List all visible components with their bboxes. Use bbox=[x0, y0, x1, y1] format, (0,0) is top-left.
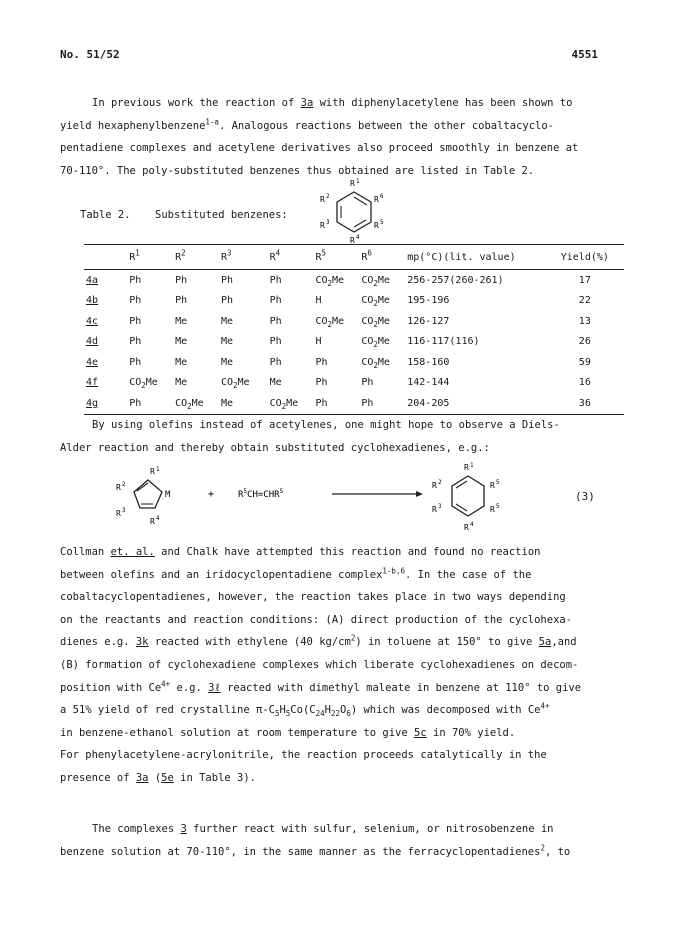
table-cell: $CO_2Me$ bbox=[361, 336, 390, 350]
text: on the reactants and reaction conditions: (A) direct production of the cyclohexa- bbox=[60, 613, 573, 626]
svg-text:R: R bbox=[464, 523, 469, 532]
table-cell: Ph bbox=[269, 295, 282, 307]
svg-text:R: R bbox=[320, 221, 325, 230]
text: in benzene-ethanol solution at room temperature to give bbox=[60, 726, 415, 739]
text: in 70% yield. bbox=[426, 726, 516, 739]
table-cell: $CO_2Me$ bbox=[175, 397, 204, 411]
journal-issue: No. 51/52 bbox=[60, 48, 120, 61]
svg-text:R: R bbox=[490, 481, 495, 490]
svg-text:5: 5 bbox=[380, 219, 384, 226]
svg-text:5: 5 bbox=[496, 503, 500, 510]
table-cell: Ph bbox=[269, 315, 282, 327]
svg-text:4: 4 bbox=[156, 515, 160, 522]
text: pentadiene complexes and acetylene derivatives also proceed smoothly in benzene at bbox=[60, 142, 579, 155]
column-header: $R^2$ bbox=[175, 248, 186, 263]
text: in Table 3). bbox=[173, 771, 257, 784]
table-cell: 256-257(260-261) bbox=[407, 274, 504, 286]
svg-text:6: 6 bbox=[380, 193, 384, 200]
text: ,and bbox=[551, 636, 577, 649]
table-cell: Ph bbox=[361, 377, 374, 389]
compound-id-cell: 4a bbox=[86, 274, 99, 286]
svg-text:R: R bbox=[150, 517, 155, 526]
svg-text:1: 1 bbox=[156, 466, 160, 473]
paragraph-intro bbox=[60, 92, 620, 182]
table-cell: H bbox=[315, 336, 322, 348]
table-label: Table 2. bbox=[80, 209, 131, 221]
column-header: $R^3$ bbox=[220, 248, 232, 263]
text: reacted with dimethyl maleate in benzene at 110° to give bbox=[220, 681, 582, 694]
compound-ref: 3 bbox=[180, 823, 187, 835]
svg-text:1: 1 bbox=[356, 178, 360, 185]
table-cell: Me bbox=[175, 336, 188, 348]
olefin-reagent: $R^5CH=CHR^5$ bbox=[238, 488, 284, 500]
text: e.g. bbox=[170, 681, 209, 694]
compound-id-cell: 4e bbox=[86, 356, 99, 368]
table-cell: 13 bbox=[578, 315, 591, 327]
svg-text:2: 2 bbox=[122, 481, 126, 488]
compound-id-cell: 4b bbox=[86, 295, 99, 307]
text: (B) formation of cyclohexadiene complexes which liberate cyclohexadienes on decom- bbox=[60, 658, 579, 671]
substituted-benzenes-table bbox=[84, 244, 624, 415]
column-header: $R^1$ bbox=[129, 248, 140, 263]
table-header-row bbox=[84, 245, 624, 270]
table-cell: $CO_2Me$ bbox=[315, 315, 345, 329]
svg-text:R: R bbox=[374, 195, 379, 204]
text: ) which was decomposed with Ce bbox=[350, 704, 541, 717]
table-cell: $CO_2Me$ bbox=[220, 377, 250, 391]
text: ) in toluene at 150° to give bbox=[355, 636, 539, 649]
table-row bbox=[84, 373, 624, 394]
table-cell: 142-144 bbox=[407, 377, 450, 389]
compound-ref: 3a bbox=[300, 97, 314, 109]
table-cell: Ph bbox=[129, 336, 142, 348]
table-cell: H bbox=[315, 295, 322, 307]
table-cell: Ph bbox=[220, 274, 234, 286]
table-cell: 17 bbox=[578, 274, 591, 286]
svg-text:R: R bbox=[464, 463, 469, 472]
column-header: $R^5$ bbox=[315, 248, 326, 263]
text: position with Ce bbox=[60, 681, 162, 694]
svg-text:R: R bbox=[490, 505, 495, 514]
table-cell: 204-205 bbox=[407, 397, 450, 409]
svg-text:R: R bbox=[320, 195, 325, 204]
svg-text:R: R bbox=[432, 481, 437, 490]
table-cell: 36 bbox=[578, 397, 591, 409]
table-cell: Ph bbox=[129, 397, 142, 409]
compound-id-cell: 4g bbox=[86, 397, 99, 409]
compound-ref: 5c bbox=[414, 726, 427, 739]
table-cell: 26 bbox=[578, 336, 591, 348]
compound-ref: 5e bbox=[161, 771, 174, 784]
reaction-scheme bbox=[110, 462, 530, 542]
table-cell: Me bbox=[269, 377, 282, 389]
text: Co(C bbox=[290, 704, 316, 717]
table-row bbox=[84, 291, 624, 312]
text: , to bbox=[544, 845, 571, 858]
column-header: mp(°C)(lit. value) bbox=[407, 251, 516, 263]
text: presence of bbox=[60, 771, 136, 784]
text: yield hexaphenylbenzene bbox=[60, 119, 206, 132]
text: Alder reaction and thereby obtain substituted cyclohexadienes, e.g.: bbox=[60, 441, 490, 454]
page-number: 4551 bbox=[571, 48, 598, 61]
svg-text:R: R bbox=[116, 483, 121, 492]
svg-text:R: R bbox=[432, 505, 437, 514]
table-caption bbox=[80, 209, 288, 221]
table-cell: Ph bbox=[175, 274, 188, 286]
table-cell: Me bbox=[220, 397, 234, 409]
compound-id-cell: 4f bbox=[86, 377, 99, 389]
table-cell: 16 bbox=[578, 377, 591, 389]
table-cell: Ph bbox=[129, 274, 142, 286]
column-header: Yield(%) bbox=[560, 251, 609, 263]
table-row bbox=[84, 332, 624, 353]
table-cell: Me bbox=[220, 315, 234, 327]
text: cobaltacyclopentadienes, however, the reaction takes place in two ways depending bbox=[60, 591, 566, 604]
table-cell: Me bbox=[175, 377, 188, 389]
svg-text:2: 2 bbox=[326, 193, 330, 200]
table-cell: $CO_2Me$ bbox=[361, 295, 390, 309]
table-cell: Ph bbox=[315, 356, 328, 368]
svg-text:1: 1 bbox=[470, 462, 474, 469]
table-row bbox=[84, 393, 624, 414]
table-cell: Me bbox=[220, 356, 234, 368]
text: . Analogous reactions between the other cobaltacyclo- bbox=[218, 119, 554, 132]
table-cell: Ph bbox=[269, 336, 282, 348]
table-cell: Ph bbox=[129, 295, 142, 307]
compound-ref: 3a bbox=[135, 771, 149, 784]
text: a 51% yield of red crystalline π-C bbox=[60, 704, 275, 717]
svg-text:2: 2 bbox=[438, 479, 442, 486]
text: further react with sulfur, selenium, or nitrosobenzene in bbox=[186, 823, 554, 835]
table-cell: $CO_2Me$ bbox=[361, 356, 390, 370]
svg-text:4: 4 bbox=[470, 521, 474, 528]
table-cell: Ph bbox=[220, 295, 234, 307]
table-cell: Ph bbox=[129, 315, 142, 327]
table-cell: Ph bbox=[269, 274, 282, 286]
svg-text:R: R bbox=[350, 236, 355, 245]
text: reacted with ethylene (40 kg/cm bbox=[148, 636, 351, 649]
svg-text:R: R bbox=[150, 467, 155, 476]
reference-sup: 2 bbox=[540, 843, 545, 853]
table-cell: Ph bbox=[175, 295, 188, 307]
table-cell: 116-117(116) bbox=[407, 336, 480, 348]
compound-ref: 3k bbox=[135, 636, 149, 649]
table-row bbox=[84, 270, 624, 291]
table-cell: 22 bbox=[578, 295, 591, 307]
table-cell: $CO_2Me$ bbox=[361, 315, 390, 329]
text: benzene solution at 70-110°, in the same manner as the ferracyclopentadienes bbox=[60, 845, 541, 858]
table-cell: Ph bbox=[315, 397, 328, 409]
text: By using olefins instead of acetylenes, one might hope to observe a Diels- bbox=[92, 419, 560, 431]
table-cell: Ph bbox=[129, 356, 142, 368]
table-title: Substituted benzenes: bbox=[155, 209, 288, 221]
reference-sup: 1-b,6 bbox=[382, 566, 405, 576]
equation-number: (3) bbox=[575, 490, 595, 503]
svg-text:3: 3 bbox=[326, 219, 330, 226]
table-cell: Me bbox=[175, 356, 188, 368]
svg-text:R: R bbox=[374, 221, 379, 230]
svg-text:+: + bbox=[208, 489, 215, 500]
text: dienes e.g. bbox=[60, 636, 136, 649]
text: For phenylacetylene-acrylonitrile, the reaction proceeds catalytically in the bbox=[60, 749, 547, 762]
table-cell: Me bbox=[220, 336, 234, 348]
compound-id-cell: 4d bbox=[86, 336, 99, 348]
charge-sup: 4+ bbox=[161, 679, 171, 689]
reference-sup: 1-a bbox=[205, 117, 219, 127]
table-cell: 158-160 bbox=[407, 356, 450, 368]
column-header: $R^6$ bbox=[361, 248, 372, 263]
table-row bbox=[84, 352, 624, 373]
text: 70-110°. The poly-substituted benzenes thus obtained are listed in Table 2. bbox=[60, 164, 535, 177]
compound-ref: 3ℓ bbox=[208, 681, 221, 694]
svg-text:3: 3 bbox=[122, 507, 126, 514]
svg-text:4: 4 bbox=[356, 234, 360, 241]
text: between olefins and an iridocyclopentadiene complex bbox=[60, 568, 383, 581]
table-cell: $CO_2Me$ bbox=[361, 274, 390, 288]
svg-text:R: R bbox=[350, 179, 355, 188]
table-cell: Me bbox=[175, 315, 188, 327]
table-cell: $CO_2Me$ bbox=[315, 274, 345, 288]
table-cell: 195-196 bbox=[407, 295, 450, 307]
text: In previous work the reaction of bbox=[92, 97, 301, 109]
text: Collman bbox=[60, 546, 111, 558]
svg-text:R: R bbox=[116, 509, 121, 518]
text: et. al. bbox=[110, 546, 155, 558]
paragraph-complexes bbox=[60, 818, 620, 863]
text: ( bbox=[148, 771, 162, 784]
table-cell: Ph bbox=[315, 377, 328, 389]
metal-label: M bbox=[165, 490, 171, 500]
text: The complexes bbox=[92, 823, 181, 835]
text: with diphenylacetylene has been shown to bbox=[313, 97, 573, 109]
table-cell: 126-127 bbox=[407, 315, 450, 327]
table-cell: $CO_2Me$ bbox=[129, 377, 158, 391]
benzene-structure bbox=[318, 176, 390, 246]
paragraph-collman: Collman et. al. and Chalk have attempted this reaction and found no reaction between olefins and an iridocyclopentadiene complex$^{1-b,6}$. In the case of the cobaltacyclopentadienes, however, the reaction takes place in two ways depending on the reactants and reaction conditions: (A) direct production of the cyclohexa- dienes e.g. 3k reacted with ethylene (40 $kg/cm^2$) in toluene at 150° to give 5a,and (B) formation of cyclohexadiene complexes which liberate cyclohexadienes on decom- position with $Ce^{4+}$ e.g. 3ℓ reacted with dimethyl maleate in benzene at 110° to give a 51% yield of red crystalline $\pi-C_5H_5Co(C_{24}H_{22}O_6)$ which was decomposed with $Ce^{4+}$ in benzene-ethanol solution at room temperature to give 5c in 70% yield. For phenylacetylene-acrylonitrile, the reaction proceeds catalytically in the presence of 3a (5e in Table 3). bbox=[60, 541, 620, 790]
compound-ref: 5a bbox=[538, 636, 552, 649]
table-cell: Ph bbox=[269, 356, 282, 368]
table-cell: $CO_2Me$ bbox=[269, 397, 299, 411]
text: and Chalk have attempted this reaction and found no reaction bbox=[154, 546, 541, 558]
column-header: $R^4$ bbox=[269, 248, 281, 263]
svg-text:5: 5 bbox=[496, 479, 500, 486]
table-cell: Ph bbox=[361, 397, 374, 409]
compound-id-cell: 4c bbox=[86, 315, 99, 327]
table-body bbox=[84, 270, 624, 415]
paragraph-diels-alder bbox=[60, 414, 620, 459]
text: . In the case of the bbox=[404, 568, 532, 581]
table-cell: 59 bbox=[578, 356, 591, 368]
charge-sup: 4+ bbox=[540, 701, 550, 711]
svg-text:3: 3 bbox=[438, 503, 442, 510]
table-row bbox=[84, 311, 624, 332]
